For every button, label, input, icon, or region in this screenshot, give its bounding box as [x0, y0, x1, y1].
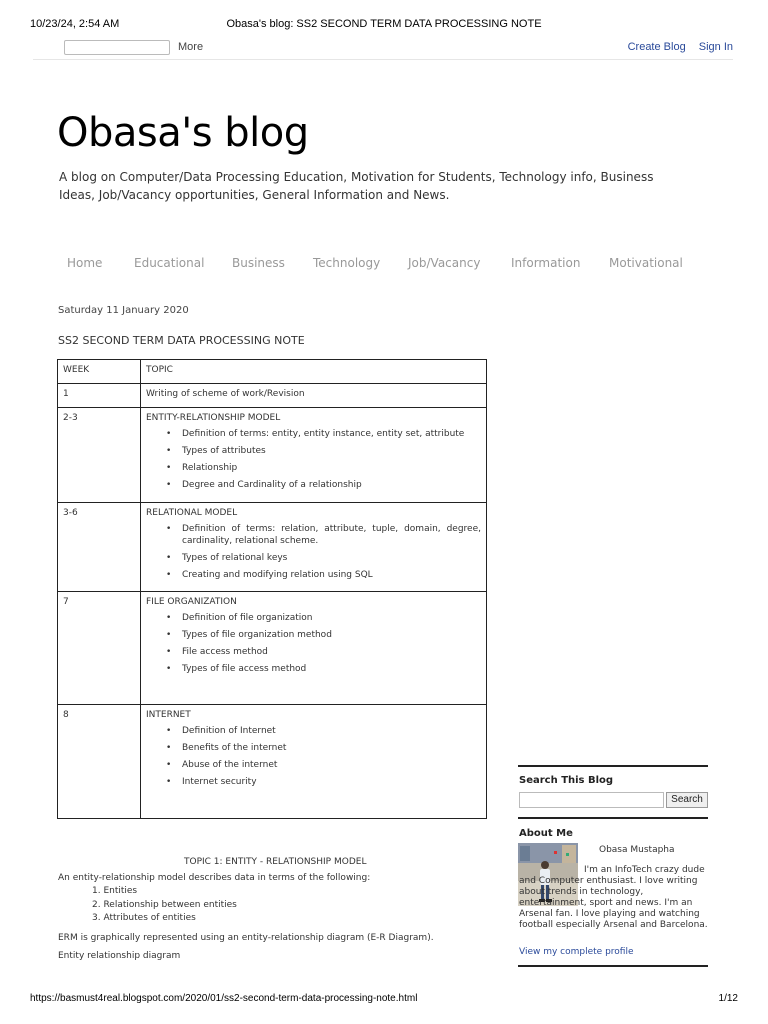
- topic-title: RELATIONAL MODEL: [146, 508, 238, 518]
- sign-in-link[interactable]: Sign In: [698, 41, 733, 53]
- post-title: SS2 SECOND TERM DATA PROCESSING NOTE: [58, 334, 305, 347]
- topic-cell: [141, 408, 487, 503]
- list-item: • Abuse of the internet: [146, 759, 481, 771]
- subtopic-list: [146, 523, 481, 581]
- header-week: WEEK: [58, 360, 141, 384]
- intro-paragraph: An entity-relationship model describes data in terms of the following:: [58, 873, 371, 883]
- list-item: • Definition of terms: entity, entity instance, entity set, attribute: [146, 428, 481, 440]
- blogger-navbar: [33, 38, 733, 60]
- list-item: • Creating and modifying relation using SQL: [146, 569, 481, 581]
- create-blog-link[interactable]: Create Blog: [627, 41, 686, 53]
- list-item: • Definition of file organization: [146, 612, 481, 624]
- list-item: • Definition of Internet: [146, 725, 481, 737]
- week-cell: 7: [58, 592, 141, 705]
- tab-home[interactable]: Home: [67, 256, 103, 270]
- post-date: Saturday 11 January 2020: [58, 305, 189, 316]
- print-header: [30, 18, 738, 32]
- topic-title: FILE ORGANIZATION: [146, 597, 237, 607]
- topic1-heading: TOPIC 1: ENTITY - RELATIONSHIP MODEL: [184, 857, 367, 867]
- subtopic-list: [146, 428, 481, 491]
- topic-cell: [141, 705, 487, 819]
- tab-technology[interactable]: Technology: [313, 256, 381, 270]
- topic-cell: [141, 384, 487, 408]
- week-cell: 3-6: [58, 503, 141, 592]
- list-item: • Degree and Cardinality of a relationship: [146, 479, 481, 491]
- topic-title: Writing of scheme of work/Revision: [146, 389, 305, 399]
- erd-subheading: Entity relationship diagram: [58, 951, 181, 961]
- navbar-search-input[interactable]: [64, 40, 170, 55]
- search-widget-heading: Search This Blog: [519, 775, 614, 786]
- topic-cell: [141, 592, 487, 705]
- list-item: • Types of attributes: [146, 445, 481, 457]
- more-link[interactable]: More: [178, 41, 204, 53]
- week-cell: 1: [58, 384, 141, 408]
- list-item: • Types of relational keys: [146, 552, 481, 564]
- profile-name[interactable]: Obasa Mustapha: [599, 845, 675, 855]
- print-page-number: 1/12: [718, 993, 738, 1004]
- list-item: • Types of file access method: [146, 663, 481, 675]
- week-cell: 2-3: [58, 408, 141, 503]
- view-profile-link[interactable]: View my complete profile: [519, 947, 634, 957]
- list-item: • Benefits of the internet: [146, 742, 481, 754]
- print-footer: [30, 993, 738, 1007]
- list-item: • Relationship: [146, 462, 481, 474]
- scheme-of-work-table: [57, 359, 487, 819]
- sidebar-divider: [518, 765, 708, 767]
- blog-title[interactable]: Obasa's blog: [57, 110, 309, 156]
- print-page-title: Obasa's blog: SS2 SECOND TERM DATA PROCESSING NOTE: [226, 18, 542, 30]
- list-item: 2. Relationship between entities: [92, 900, 237, 910]
- tab-information[interactable]: Information: [511, 256, 581, 270]
- tab-educational[interactable]: Educational: [134, 256, 205, 270]
- tab-business[interactable]: Business: [232, 256, 285, 270]
- topic-title: ENTITY-RELATIONSHIP MODEL: [146, 413, 281, 423]
- search-button[interactable]: Search: [666, 792, 708, 808]
- list-item: • Internet security: [146, 776, 481, 788]
- about-me-heading: About Me: [519, 828, 573, 839]
- list-item: 3. Attributes of entities: [92, 913, 196, 923]
- list-item: 1. Entities: [92, 886, 138, 896]
- table-header-row: [58, 360, 487, 384]
- sidebar-divider: [518, 965, 708, 967]
- table-row: [58, 705, 487, 819]
- list-item: • File access method: [146, 646, 481, 658]
- header-topic: TOPIC: [141, 360, 487, 384]
- search-input[interactable]: [519, 792, 664, 808]
- table-row: [58, 592, 487, 705]
- table-row: [58, 503, 487, 592]
- navbar-account-links: [618, 41, 733, 53]
- table-row: [58, 408, 487, 503]
- topic-title: INTERNET: [146, 710, 191, 720]
- table-row: [58, 384, 487, 408]
- sidebar-divider: [518, 817, 708, 819]
- print-url: https://basmust4real.blogspot.com/2020/01/ss2-second-term-data-processing-note.html: [30, 993, 418, 1004]
- week-cell: 8: [58, 705, 141, 819]
- subtopic-list: [146, 725, 481, 788]
- list-item: • Definition of terms: relation, attribute, tuple, domain, degree, cardinality, relational scheme.: [146, 523, 481, 547]
- subtopic-list: [146, 612, 481, 675]
- list-item: • Types of file organization method: [146, 629, 481, 641]
- topic-cell: [141, 503, 487, 592]
- tab-job-vacancy[interactable]: Job/Vacancy: [408, 256, 481, 270]
- blog-description: A blog on Computer/Data Processing Education, Motivation for Students, Technology info, Business Ideas, Job/Vacancy opportunities, General Information and News.: [59, 170, 654, 202]
- erm-paragraph: ERM is graphically represented using an entity-relationship diagram (E-R Diagram).: [58, 933, 434, 943]
- print-datetime: 10/23/24, 2:54 AM: [30, 18, 120, 30]
- tab-motivational[interactable]: Motivational: [609, 256, 683, 270]
- about-text: I'm an InfoTech crazy dude and Computer enthusiast. I love writing about trends in technology, entertainment, sport and news. I'm an Arsenal fan. I love playing and watching football especially Arsenal and Barcelona.: [519, 865, 708, 930]
